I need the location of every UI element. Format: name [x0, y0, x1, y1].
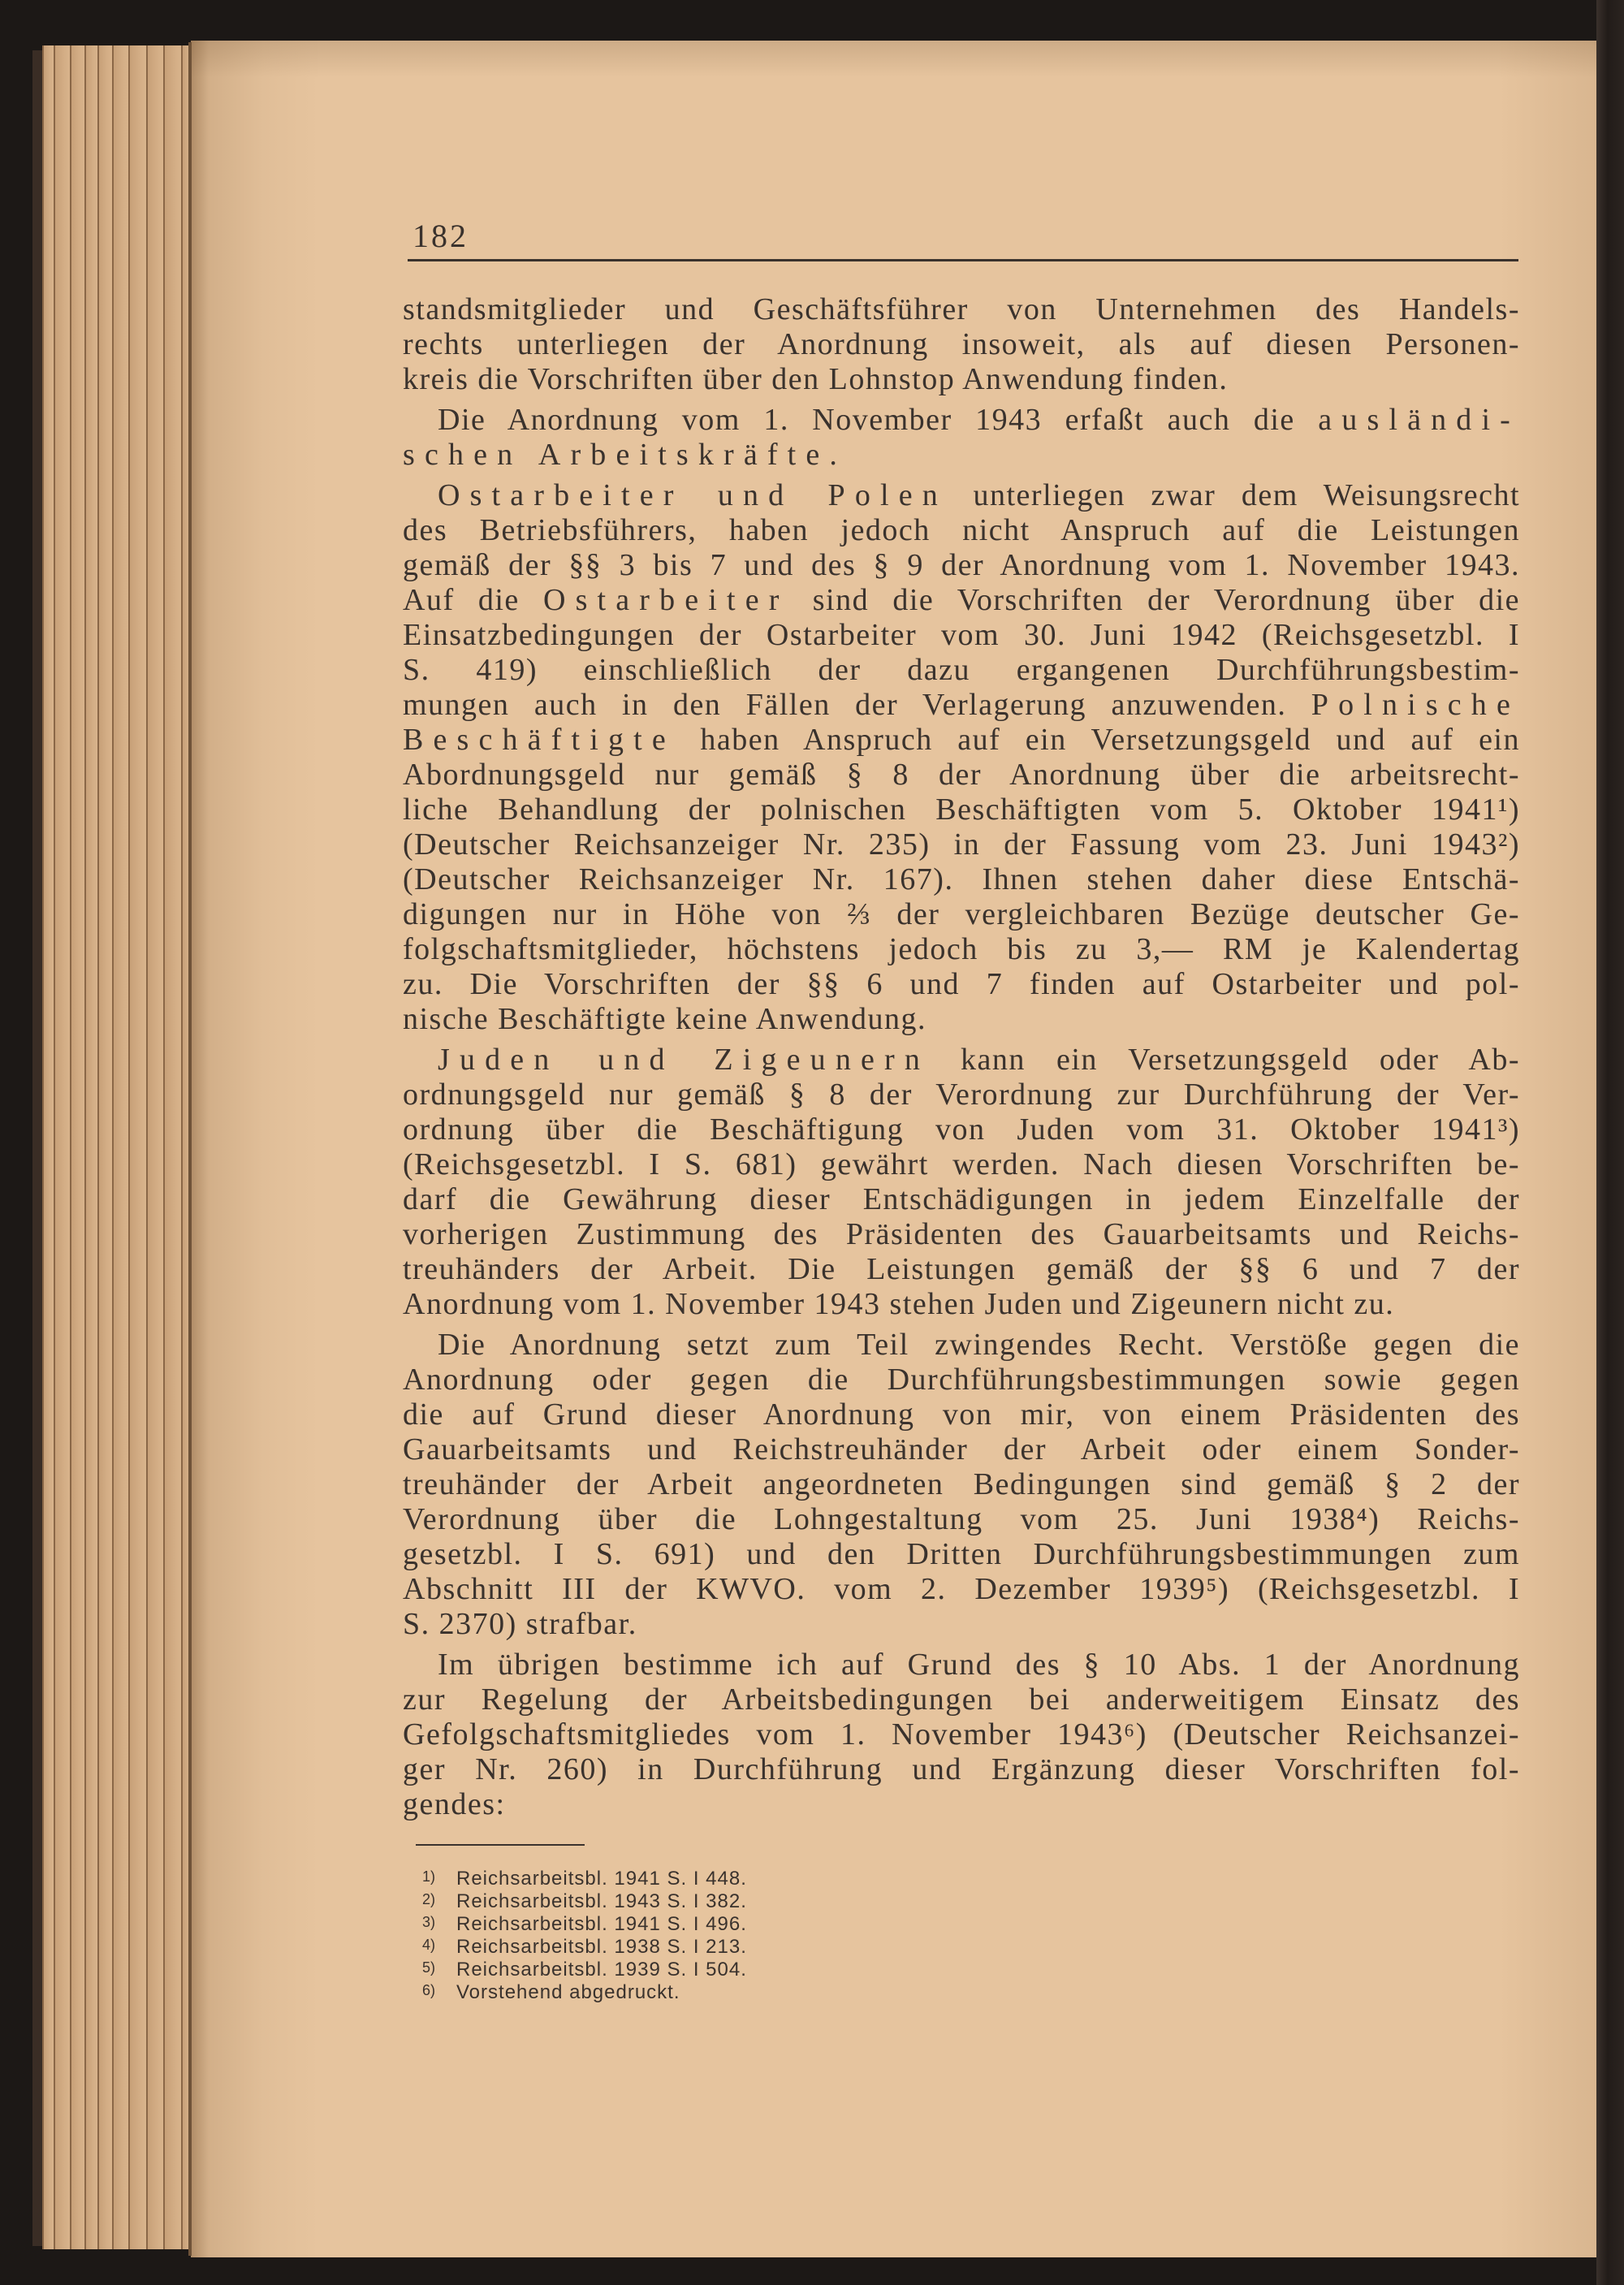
- text-line: Verordnung über die Lohngestaltung vom 25. Juni 1938⁴) Reichs-: [403, 1502, 1520, 1536]
- text-line: gesetzbl. I S. 691) und den Dritten Durchführungsbestimmungen zum: [403, 1537, 1520, 1571]
- text-line: Abschnitt III der KWVO. vom 2. Dezember 1939⁵) (Reichsgesetzbl. I: [403, 1572, 1520, 1606]
- letterspaced-emphasis: schen Arbeitskräfte.: [403, 438, 848, 472]
- text-line: treuhänder der Arbeit angeordneten Bedingungen sind gemäß § 2 der: [403, 1467, 1520, 1501]
- footnote: [422, 1956, 747, 1979]
- body-text: [403, 292, 1520, 1822]
- text-line: vorherigen Zustimmung des Präsidenten des Gauarbeitsamts und Reichs-: [403, 1217, 1520, 1251]
- page-edges: [32, 45, 192, 2249]
- footnotes: [422, 1865, 747, 2002]
- letterspaced-emphasis: Ostarbeiter und Polen: [438, 478, 948, 512]
- text-line: [403, 478, 1520, 513]
- footnote-text: Reichsarbeitsbl. 1939 S. I 504.: [456, 1959, 747, 1980]
- footnote-rule: [416, 1844, 585, 1846]
- text-line: treuhänders der Arbeit. Die Leistungen gemäß der §§ 6 und 7 der: [403, 1252, 1520, 1286]
- text-line: (Deutscher Reichsanzeiger Nr. 235) in der Fassung vom 23. Juni 1943²): [403, 827, 1520, 862]
- text-line: [403, 688, 1520, 723]
- cover-edge: [32, 50, 42, 2246]
- text-line: [403, 403, 1520, 438]
- paragraph: [403, 403, 1520, 473]
- text-line: darf die Gewährung dieser Entschädigungen in jedem Einzelfalle der: [403, 1182, 1520, 1216]
- text-line: S. 2370) strafbar.: [403, 1607, 637, 1641]
- page-edge: [54, 45, 70, 2249]
- letterspaced-emphasis: ausländi-: [1318, 403, 1520, 437]
- text-line: gemäß der §§ 3 bis 7 und des § 9 der Anordnung vom 1. November 1943.: [403, 548, 1520, 582]
- line-text: mungen auch in den Fällen der Verlagerung anzuwenden.: [403, 688, 1311, 722]
- line-text: sind die Vorschriften der Verordnung über die: [788, 583, 1520, 617]
- text-line: liche Behandlung der polnischen Beschäftigten vom 5. Oktober 1941¹): [403, 793, 1520, 827]
- text-line: S. 419) einschließlich der dazu ergangenen Durchführungsbestim-: [403, 653, 1520, 687]
- text-line: gendes:: [403, 1787, 506, 1821]
- footnote: [422, 1933, 747, 1956]
- text-line: standsmitglieder und Geschäftsführer von Unternehmen des Handels-: [403, 292, 1520, 326]
- text-line: die auf Grund dieser Anordnung von mir, von einem Präsidenten des: [403, 1397, 1520, 1432]
- text-line: (Deutscher Reichsanzeiger Nr. 167). Ihnen stehen daher diese Entschä-: [403, 862, 1520, 896]
- text-line: [403, 438, 1520, 473]
- page-edge: [112, 45, 128, 2249]
- line-text: Auf die: [403, 583, 543, 617]
- footnote-mark: 3): [422, 1914, 436, 1930]
- text-line: Einsatzbedingungen der Ostarbeiter vom 30. Juni 1942 (Reichsgesetzbl. I: [403, 618, 1520, 652]
- line-text: unterliegen zwar dem Weisungsrecht: [947, 478, 1520, 512]
- text-line: [403, 723, 1520, 758]
- text-line: ordnung über die Beschäftigung von Juden vom 31. Oktober 1941³): [403, 1112, 1520, 1147]
- text-line: folgschaftsmitglieder, höchstens jedoch bis zu 3,— RM je Kalendertag: [403, 932, 1520, 966]
- line-text: Die Anordnung vom 1. November 1943 erfaßt auch die: [438, 403, 1319, 437]
- text-line: rechts unterliegen der Anordnung insoweit, als auf diesen Personen-: [403, 327, 1520, 361]
- footnote: [422, 1979, 747, 2002]
- page-edge: [70, 45, 84, 2249]
- footnote-text: Reichsarbeitsbl. 1938 S. I 213.: [456, 1936, 747, 1958]
- footnote-text: Reichsarbeitsbl. 1943 S. I 382.: [456, 1890, 747, 1912]
- scan-border-right: [1596, 0, 1624, 2285]
- page-edge: [97, 45, 112, 2249]
- text-line: digungen nur in Höhe von ⅔ der vergleichbaren Bezüge deutscher Ge-: [403, 897, 1520, 931]
- footnote-mark: 4): [422, 1937, 436, 1953]
- page-edge: [42, 45, 54, 2249]
- footnote-mark: 1): [422, 1868, 436, 1885]
- page-edge: [128, 45, 146, 2249]
- page-edge: [146, 45, 163, 2249]
- binding-shadow: [188, 42, 192, 2256]
- footnote-mark: 2): [422, 1891, 436, 1907]
- footnote-text: Reichsarbeitsbl. 1941 S. I 448.: [456, 1868, 747, 1890]
- text-line: Anordnung vom 1. November 1943 stehen Juden und Zigeunern nicht zu.: [403, 1287, 1395, 1321]
- paragraph: [403, 1328, 1520, 1642]
- footnote: [422, 1911, 747, 1933]
- letterspaced-emphasis: Beschäftigte: [403, 723, 676, 757]
- text-line: Gefolgschaftsmitgliedes vom 1. November 1943⁶) (Deutscher Reichsanzei-: [403, 1717, 1520, 1752]
- text-line: kreis die Vorschriften über den Lohnstop Anwendung finden.: [403, 362, 1229, 396]
- text-line: zu. Die Vorschriften der §§ 6 und 7 finden auf Ostarbeiter und pol-: [403, 967, 1520, 1001]
- text-line: ger Nr. 260) in Durchführung und Ergänzung dieser Vorschriften fol-: [403, 1752, 1520, 1786]
- footnote: [422, 1888, 747, 1911]
- line-text: kann ein Versetzungsgeld oder Ab-: [929, 1043, 1520, 1077]
- letterspaced-emphasis: Ostarbeiter: [542, 583, 789, 617]
- page-number: 182: [412, 218, 469, 254]
- text-line: [403, 583, 1520, 618]
- text-line: [403, 1043, 1520, 1078]
- text-line: Anordnung oder gegen die Durchführungsbestimmungen sowie gegen: [403, 1363, 1520, 1397]
- text-line: des Betriebsführers, haben jedoch nicht Anspruch auf die Leistungen: [403, 513, 1520, 547]
- page-edge: [84, 45, 97, 2249]
- footnote: [422, 1865, 747, 1888]
- page-edge: [163, 45, 181, 2249]
- text-line: (Reichsgesetzbl. I S. 681) gewährt werden. Nach diesen Vorschriften be-: [403, 1147, 1520, 1181]
- text-line: zur Regelung der Arbeitsbedingungen bei anderweitigem Einsatz des: [403, 1682, 1520, 1717]
- footnote-mark: 6): [422, 1982, 436, 1998]
- text-line: Gauarbeitsamts und Reichstreuhänder der Arbeit oder einem Sonder-: [403, 1432, 1520, 1466]
- header-rule: [408, 259, 1518, 261]
- text-line: Die Anordnung setzt zum Teil zwingendes Recht. Verstöße gegen die: [438, 1328, 1520, 1362]
- paragraph: [403, 1648, 1520, 1822]
- text-line: ordnungsgeld nur gemäß § 8 der Verordnung zur Durchführung der Ver-: [403, 1078, 1520, 1112]
- text-line: nische Beschäftigte keine Anwendung.: [403, 1002, 926, 1036]
- line-text: haben Anspruch auf ein Versetzungsgeld und auf ein: [675, 723, 1520, 757]
- paragraph: [403, 292, 1520, 397]
- letterspaced-emphasis: Polnische: [1311, 688, 1520, 722]
- text-line: Im übrigen bestimme ich auf Grund des § 10 Abs. 1 der Anordnung: [438, 1648, 1520, 1682]
- paragraph: [403, 478, 1520, 1037]
- footnote-text: Vorstehend abgedruckt.: [456, 1981, 680, 2003]
- footnote-text: Reichsarbeitsbl. 1941 S. I 496.: [456, 1913, 747, 1935]
- letterspaced-emphasis: Juden und Zigeunern: [438, 1043, 930, 1077]
- paragraph: [403, 1043, 1520, 1322]
- footnote-mark: 5): [422, 1959, 436, 1976]
- text-line: Abordnungsgeld nur gemäß § 8 der Anordnung über die arbeitsrecht-: [403, 758, 1520, 792]
